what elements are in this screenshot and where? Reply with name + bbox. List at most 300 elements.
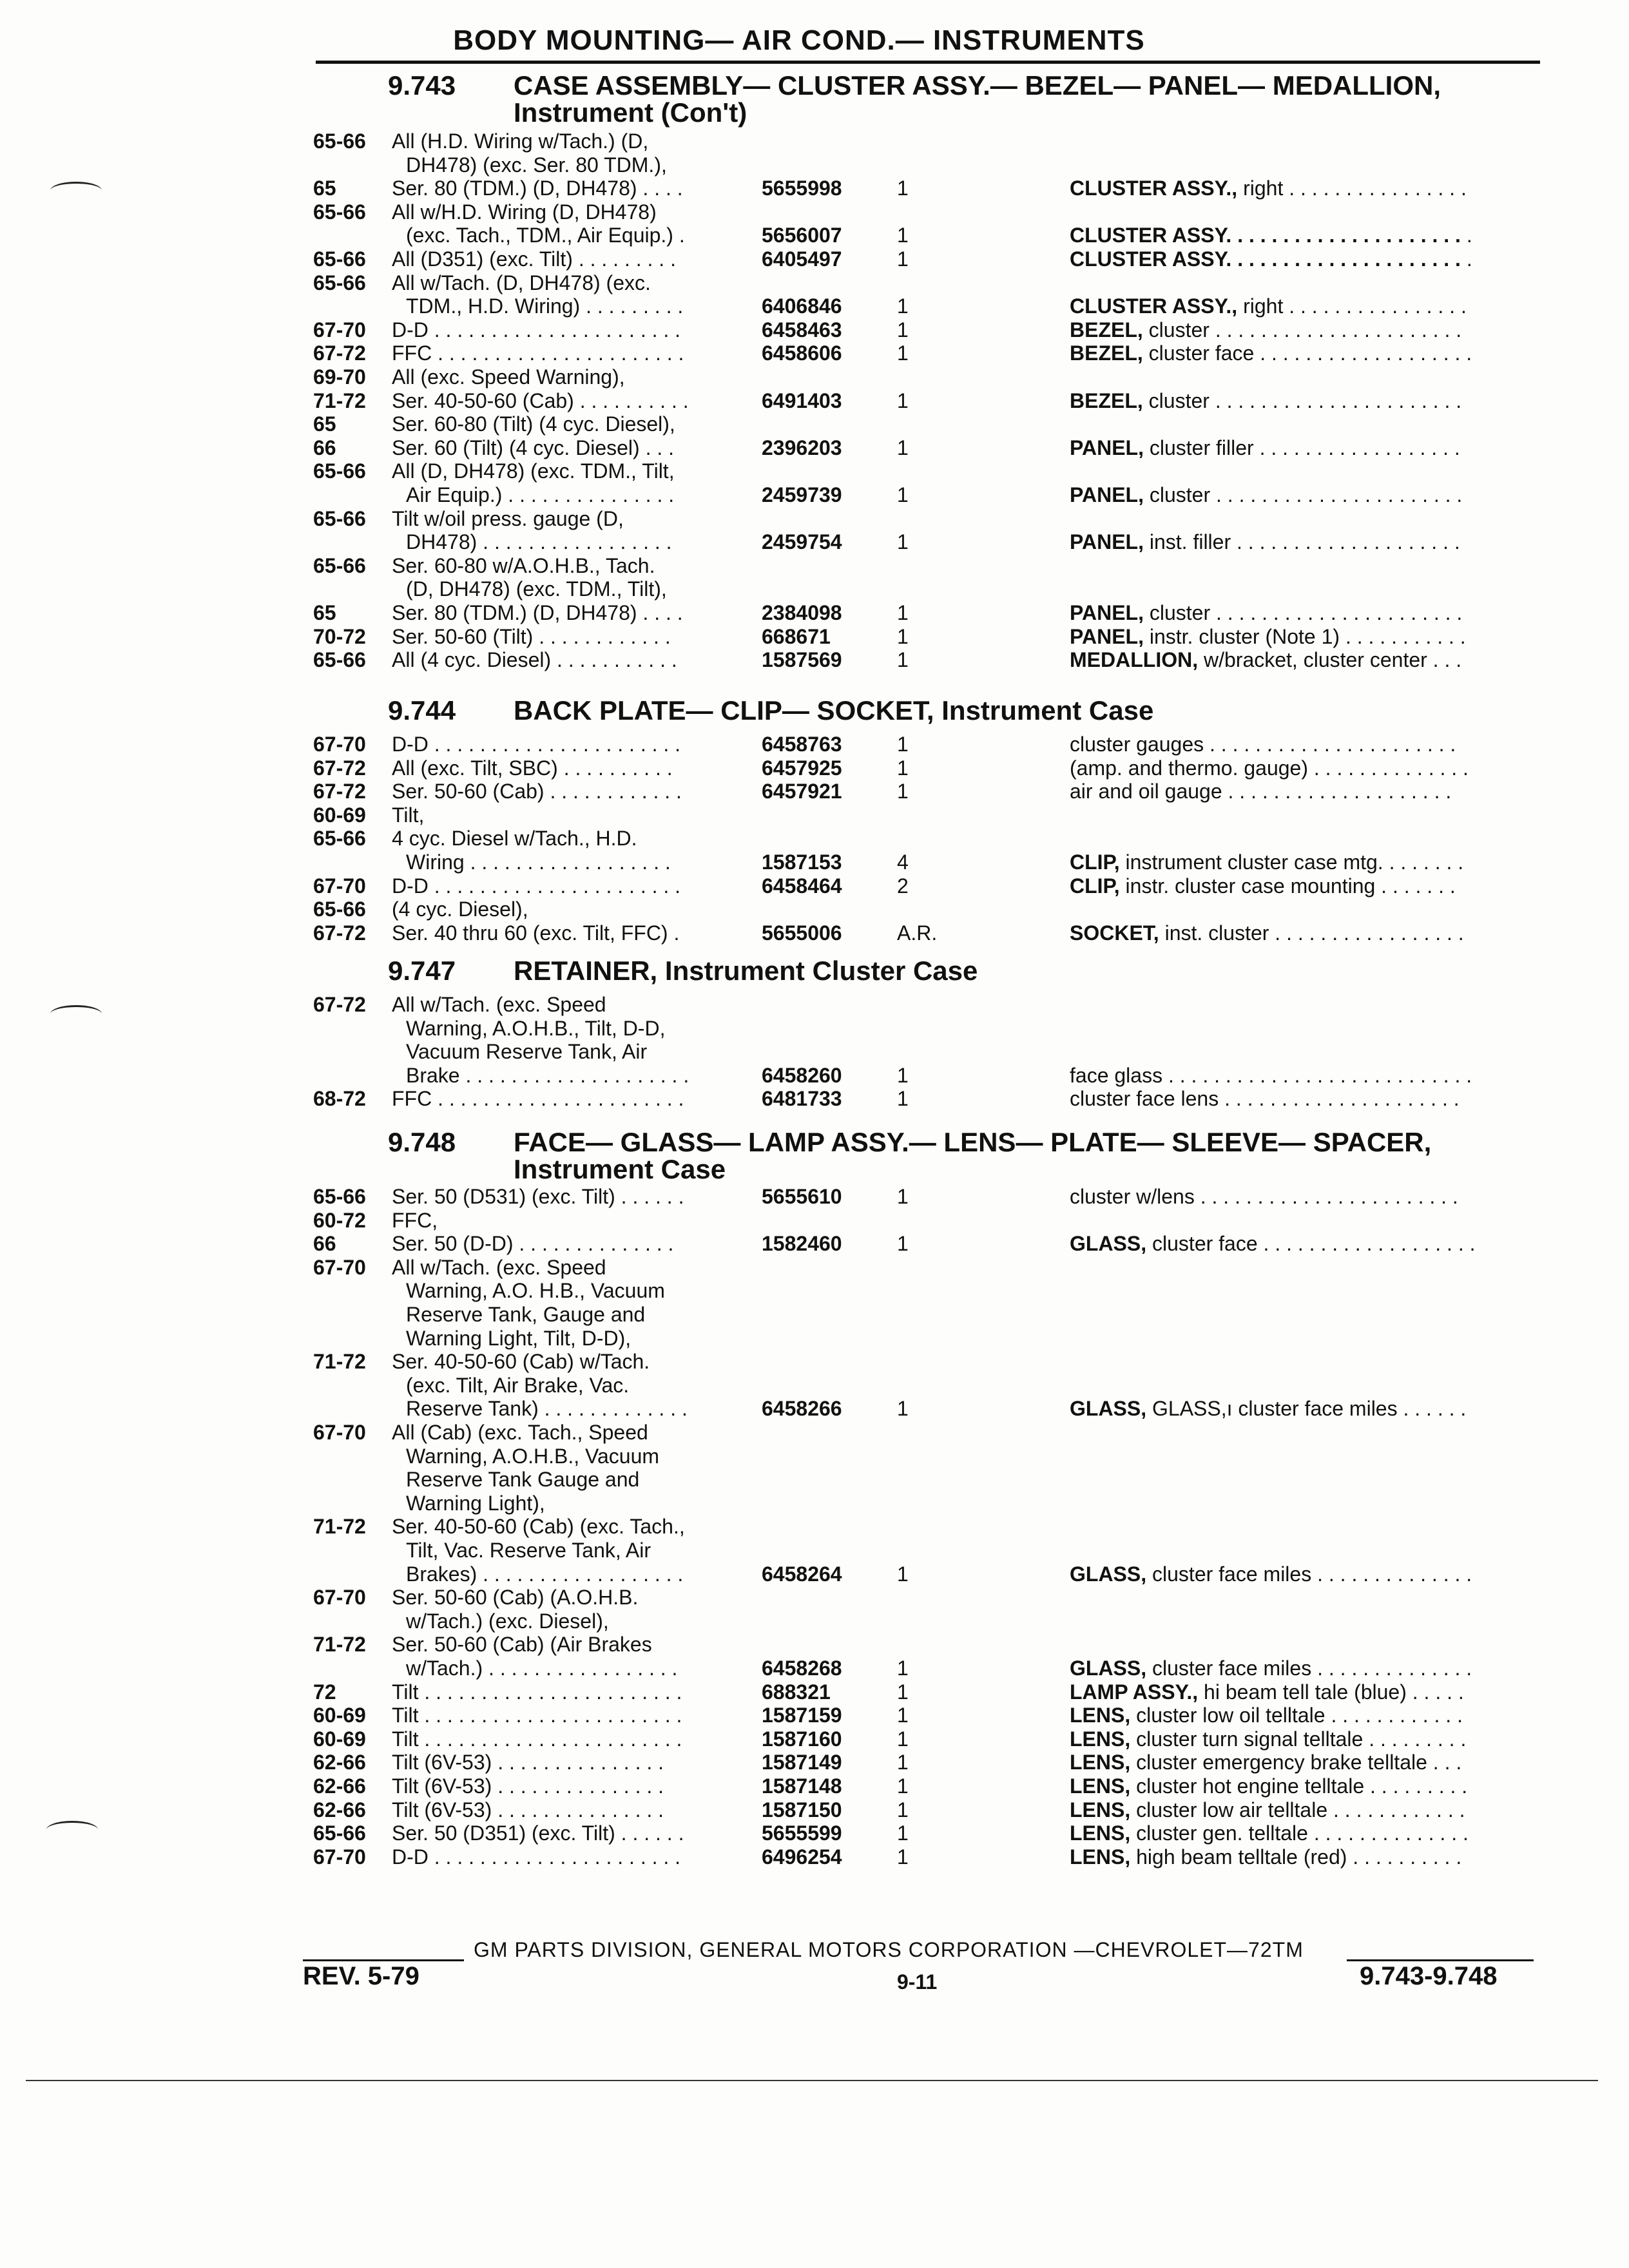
model-years: 65-66 <box>313 553 366 577</box>
application: FFC, <box>392 1208 438 1232</box>
parts-row <box>0 624 1629 649</box>
part-description: PANEL, cluster . . . . . . . . . . . . . . . . . . . . . . <box>1070 483 1463 506</box>
model-years: 71-72 <box>313 1633 366 1657</box>
application: Ser. 60-80 (Tilt) (4 cyc. Diesel), <box>392 412 675 436</box>
application: 4 cyc. Diesel w/Tach., H.D. <box>392 827 637 850</box>
part-number: 1587149 <box>762 1751 842 1774</box>
binder-hole-mark <box>50 1005 102 1023</box>
section-title: RETAINER, Instrument Cluster Case <box>514 956 978 986</box>
quantity: 1 <box>897 341 909 365</box>
section-number: 9.747 <box>388 956 456 986</box>
part-number: 2396203 <box>762 436 842 459</box>
application: All w/Tach. (exc. Speed <box>392 1255 606 1279</box>
model-years: 65-66 <box>313 459 366 483</box>
parts-row <box>0 271 1629 295</box>
application: Ser. 50 (D351) (exc. Tilt) . . . . . . <box>392 1821 684 1845</box>
quantity: 1 <box>897 436 909 459</box>
part-number: 6458264 <box>762 1562 842 1586</box>
application: Warning Light), <box>406 1491 545 1515</box>
quantity: 1 <box>897 1657 909 1680</box>
application: Ser. 60 (Tilt) (4 cyc. Diesel) . . . <box>392 436 675 459</box>
parts-row <box>0 1491 1629 1515</box>
page-header-title: BODY MOUNTING— AIR COND.— INSTRUMENTS <box>453 24 1145 56</box>
parts-row <box>0 1845 1629 1869</box>
parts-row <box>0 1774 1629 1798</box>
parts-row <box>0 1373 1629 1398</box>
application: Tilt, <box>392 803 425 827</box>
section-heading <box>388 697 1153 724</box>
part-description: BEZEL, cluster . . . . . . . . . . . . . . . . . . . . . . <box>1070 318 1462 341</box>
application: Tilt (6V-53) . . . . . . . . . . . . . . . <box>392 1751 664 1774</box>
section-subtitle: Instrument (Con't) <box>514 97 747 128</box>
application: Ser. 40-50-60 (Cab) (exc. Tach., <box>392 1515 685 1539</box>
section-title: FACE— GLASS— LAMP ASSY.— LENS— PLATE— SLEEVE— SPACER, <box>514 1127 1432 1157</box>
parts-row <box>0 1255 1629 1280</box>
parts-row <box>0 318 1629 342</box>
model-years: 66 <box>313 436 336 459</box>
parts-row <box>0 1396 1629 1421</box>
quantity: 1 <box>897 389 909 412</box>
application: All (Cab) (exc. Tach., Speed <box>392 1421 648 1444</box>
part-description: LENS, cluster hot engine telltale . . . . . . . . . <box>1070 1774 1468 1798</box>
application: Warning Light, Tilt, D-D), <box>406 1326 631 1350</box>
application: Tilt w/oil press. gauge (D, <box>392 506 624 530</box>
part-description: LENS, high beam telltale (red) . . . . . . . . . . <box>1070 1845 1462 1869</box>
part-number: 5655599 <box>762 1821 842 1845</box>
parts-row <box>0 1349 1629 1374</box>
application: D-D . . . . . . . . . . . . . . . . . . . . . . <box>392 733 681 756</box>
model-years: 65 <box>313 177 336 200</box>
quantity: 1 <box>897 1397 909 1421</box>
part-number: 6458268 <box>762 1657 842 1680</box>
application: Warning, A.O. H.B., Vacuum <box>406 1279 665 1303</box>
model-years: 67-70 <box>313 318 366 341</box>
section-number: 9.744 <box>388 695 456 726</box>
application: Ser. 50-60 (Cab) (Air Brakes <box>392 1633 652 1657</box>
application: w/Tach.) (exc. Diesel), <box>406 1609 609 1633</box>
quantity: 1 <box>897 1774 909 1798</box>
part-description: PANEL, cluster filler . . . . . . . . . . . . . . . . . . <box>1070 436 1460 459</box>
application: Ser. 40-50-60 (Cab) . . . . . . . . . . <box>392 389 689 412</box>
model-years: 67-70 <box>313 1421 366 1444</box>
application: All (D, DH478) (exc. TDM., Tilt, <box>392 459 675 483</box>
application: Ser. 60-80 w/A.O.H.B., Tach. <box>392 553 655 577</box>
part-number: 6458266 <box>762 1397 842 1421</box>
part-number: 2384098 <box>762 601 842 624</box>
application: All w/Tach. (D, DH478) (exc. <box>392 271 651 294</box>
application: (exc. Tilt, Air Brake, Vac. <box>406 1373 630 1397</box>
section-heading <box>388 72 1441 126</box>
parts-row <box>0 389 1629 413</box>
model-years: 65-66 <box>313 200 366 224</box>
footer-rule-right <box>1347 1959 1534 1961</box>
model-years: 62-66 <box>313 1774 366 1798</box>
application: w/Tach.) . . . . . . . . . . . . . . . . . <box>406 1657 678 1680</box>
revision-label: REV. 5-79 <box>303 1962 419 1990</box>
quantity: 1 <box>897 624 909 648</box>
parts-row <box>0 732 1629 756</box>
footer-rule-left <box>303 1959 464 1961</box>
parts-row <box>0 294 1629 318</box>
application: Ser. 80 (TDM.) (D, DH478) . . . . <box>392 177 683 200</box>
parts-row <box>0 1016 1629 1041</box>
application: Reserve Tank) . . . . . . . . . . . . . <box>406 1397 688 1421</box>
application: Air Equip.) . . . . . . . . . . . . . . . <box>406 483 675 506</box>
application: Ser. 50-60 (Tilt) . . . . . . . . . . . . <box>392 624 671 648</box>
part-number: 6457921 <box>762 780 842 803</box>
part-number: 6496254 <box>762 1845 842 1869</box>
part-number: 6491403 <box>762 389 842 412</box>
parts-row <box>0 1538 1629 1562</box>
parts-row <box>0 992 1629 1017</box>
quantity: 1 <box>897 530 909 554</box>
parts-row <box>0 648 1629 672</box>
part-description: SOCKET, inst. cluster . . . . . . . . . . . . . . . . . <box>1070 921 1464 945</box>
model-years: 65-66 <box>313 271 366 294</box>
model-years: 62-66 <box>313 1798 366 1821</box>
part-description: GLASS, cluster face miles . . . . . . . . . . . . . . <box>1070 1657 1472 1680</box>
parts-row <box>0 223 1629 247</box>
model-years: 67-72 <box>313 341 366 365</box>
parts-row <box>0 1609 1629 1633</box>
model-years: 65-66 <box>313 648 366 672</box>
part-number: 5655998 <box>762 177 842 200</box>
parts-row <box>0 874 1629 898</box>
part-number: 6457925 <box>762 756 842 780</box>
part-number: 1587160 <box>762 1727 842 1751</box>
parts-row <box>0 1278 1629 1303</box>
application: FFC . . . . . . . . . . . . . . . . . . . . . . <box>392 341 684 365</box>
model-years: 60-72 <box>313 1208 366 1232</box>
quantity: 1 <box>897 247 909 271</box>
part-description: GLASS, cluster face miles . . . . . . . . . . . . . . <box>1070 1562 1472 1586</box>
parts-row <box>0 803 1629 827</box>
part-description: air and oil gauge . . . . . . . . . . . . . . . . . . . . <box>1070 780 1452 803</box>
parts-row <box>0 826 1629 850</box>
application: Ser. 50 (D531) (exc. Tilt) . . . . . . <box>392 1185 684 1208</box>
part-number: 668671 <box>762 624 831 648</box>
application: Vacuum Reserve Tank, Air <box>406 1040 648 1064</box>
part-description: BEZEL, cluster . . . . . . . . . . . . . . . . . . . . . . <box>1070 389 1462 412</box>
quantity: 1 <box>897 294 909 318</box>
parts-row <box>0 850 1629 874</box>
parts-row <box>0 1420 1629 1445</box>
quantity: 4 <box>897 850 909 874</box>
application: Ser. 80 (TDM.) (D, DH478) . . . . <box>392 601 683 624</box>
quantity: 1 <box>897 756 909 780</box>
parts-row <box>0 200 1629 224</box>
application: (exc. Tach., TDM., Air Equip.) . <box>406 224 685 247</box>
section-number: 9.748 <box>388 1127 456 1157</box>
parts-row <box>0 247 1629 271</box>
parts-row <box>0 365 1629 389</box>
part-description: CLUSTER ASSY., right . . . . . . . . . . . . . . . . <box>1070 177 1467 200</box>
part-description: LENS, cluster turn signal telltale . . . . . . . . . <box>1070 1727 1467 1751</box>
application: All w/Tach. (exc. Speed <box>392 993 606 1016</box>
application: All (4 cyc. Diesel) . . . . . . . . . . . <box>392 648 677 672</box>
model-years: 60-69 <box>313 1727 366 1751</box>
model-years: 71-72 <box>313 389 366 412</box>
part-description: PANEL, cluster . . . . . . . . . . . . . . . . . . . . . . <box>1070 601 1463 624</box>
quantity: 1 <box>897 1185 909 1208</box>
part-description: CLIP, instr. cluster case mounting . . . . . . . <box>1070 874 1456 898</box>
quantity: 1 <box>897 780 909 803</box>
quantity: 1 <box>897 1798 909 1821</box>
part-description: LAMP ASSY., hi beam tell tale (blue) . . . . . <box>1070 1680 1464 1704</box>
parts-row <box>0 1562 1629 1586</box>
application: (4 cyc. Diesel), <box>392 898 528 921</box>
parts-row <box>0 153 1629 177</box>
part-number: 1587153 <box>762 850 842 874</box>
model-years: 65 <box>313 412 336 436</box>
model-years: 65-66 <box>313 827 366 850</box>
application: DH478) (exc. Ser. 80 TDM.), <box>406 153 667 177</box>
parts-row <box>0 436 1629 460</box>
parts-row <box>0 1821 1629 1845</box>
quantity: 1 <box>897 601 909 624</box>
model-years: 62-66 <box>313 1751 366 1774</box>
part-description: LENS, cluster low oil telltale . . . . . . . . . . . . <box>1070 1704 1463 1727</box>
section-heading <box>388 1129 1431 1183</box>
model-years: 65-66 <box>313 1821 366 1845</box>
parts-row <box>0 1444 1629 1468</box>
application: Wiring . . . . . . . . . . . . . . . . . . <box>406 850 671 874</box>
part-description: PANEL, instr. cluster (Note 1) . . . . . . . . . . . <box>1070 624 1466 648</box>
application: All (exc. Speed Warning), <box>392 365 625 389</box>
quantity: 1 <box>897 1704 909 1727</box>
model-years: 67-72 <box>313 756 366 780</box>
binder-hole-mark <box>46 1821 98 1838</box>
part-number: 5655006 <box>762 921 842 945</box>
application: DH478) . . . . . . . . . . . . . . . . . <box>406 530 672 554</box>
quantity: 1 <box>897 1821 909 1845</box>
parts-row <box>0 1727 1629 1751</box>
quantity: 2 <box>897 874 909 898</box>
part-description: GLASS, cluster face . . . . . . . . . . . . . . . . . . . <box>1070 1232 1476 1256</box>
quantity: 1 <box>897 1063 909 1087</box>
section-title: CASE ASSEMBLY— CLUSTER ASSY.— BEZEL— PANEL— MEDALLION, <box>514 70 1441 101</box>
application: D-D . . . . . . . . . . . . . . . . . . . . . . <box>392 1845 681 1869</box>
quantity: 1 <box>897 733 909 756</box>
application: FFC . . . . . . . . . . . . . . . . . . . . . . <box>392 1087 684 1111</box>
application: D-D . . . . . . . . . . . . . . . . . . . . . . <box>392 318 681 341</box>
model-years: 67-70 <box>313 1586 366 1610</box>
binder-hole-mark <box>50 182 102 199</box>
scan-bottom-line <box>26 2080 1598 2081</box>
model-years: 65-66 <box>313 1185 366 1208</box>
parts-row <box>0 176 1629 200</box>
part-number: 6458763 <box>762 733 842 756</box>
quantity: 1 <box>897 1680 909 1704</box>
part-description: GLASS, GLASS,ı cluster face miles . . . . . . <box>1070 1397 1467 1421</box>
model-years: 65 <box>313 601 336 624</box>
parts-row <box>0 1750 1629 1774</box>
quantity: 1 <box>897 1727 909 1751</box>
part-description: CLUSTER ASSY., right . . . . . . . . . . . . . . . . <box>1070 294 1467 318</box>
model-years: 72 <box>313 1680 336 1704</box>
application: All (exc. Tilt, SBC) . . . . . . . . . . <box>392 756 673 780</box>
application: Ser. 40 thru 60 (exc. Tilt, FFC) . <box>392 921 680 945</box>
parts-row <box>0 1798 1629 1822</box>
application: Ser. 40-50-60 (Cab) w/Tach. <box>392 1350 650 1374</box>
parts-row <box>0 1656 1629 1680</box>
part-description: cluster w/lens . . . . . . . . . . . . . . . . . . . . . . . <box>1070 1185 1458 1208</box>
parts-row <box>0 1326 1629 1350</box>
parts-row <box>0 1632 1629 1657</box>
application: Reserve Tank Gauge and <box>406 1468 640 1492</box>
part-number: 6406846 <box>762 294 842 318</box>
application: Brake . . . . . . . . . . . . . . . . . . . . <box>406 1063 689 1087</box>
model-years: 69-70 <box>313 365 366 389</box>
group-range: 9.743-9.748 <box>1360 1962 1498 1990</box>
parts-row <box>0 1514 1629 1539</box>
application: All w/H.D. Wiring (D, DH478) <box>392 200 657 224</box>
application: Tilt . . . . . . . . . . . . . . . . . . . . . . . <box>392 1727 682 1751</box>
parts-row <box>0 1208 1629 1233</box>
part-number: 5656007 <box>762 224 842 247</box>
quantity: 1 <box>897 1232 909 1256</box>
application: Brakes) . . . . . . . . . . . . . . . . . . <box>406 1562 684 1586</box>
part-number: 6458463 <box>762 318 842 341</box>
model-years: 67-70 <box>313 874 366 898</box>
parts-row <box>0 1585 1629 1610</box>
header-rule <box>316 61 1540 64</box>
part-description: CLUSTER ASSY. . . . . . . . . . . . . . . . . . . . . . <box>1070 224 1472 247</box>
parts-row <box>0 506 1629 531</box>
model-years: 66 <box>313 1232 336 1256</box>
application: Tilt . . . . . . . . . . . . . . . . . . . . . . . <box>392 1704 682 1727</box>
application: Tilt, Vac. Reserve Tank, Air <box>406 1539 651 1562</box>
part-number: 5655610 <box>762 1185 842 1208</box>
parts-row <box>0 483 1629 507</box>
parts-row <box>0 1086 1629 1111</box>
part-description: PANEL, inst. filler . . . . . . . . . . . . . . . . . . . . <box>1070 530 1460 554</box>
parts-row <box>0 756 1629 780</box>
parts-row <box>0 1467 1629 1492</box>
section-number: 9.743 <box>388 70 456 101</box>
application: All (D351) (exc. Tilt) . . . . . . . . . <box>392 247 676 271</box>
part-description: cluster face lens . . . . . . . . . . . . . . . . . . . . . <box>1070 1087 1460 1111</box>
part-description: MEDALLION, w/bracket, cluster center . . . <box>1070 648 1462 672</box>
parts-row <box>0 530 1629 554</box>
part-description: BEZEL, cluster face . . . . . . . . . . . . . . . . . . . <box>1070 341 1472 365</box>
application: Tilt . . . . . . . . . . . . . . . . . . . . . . . <box>392 1680 682 1704</box>
section-heading <box>388 957 978 985</box>
part-description: cluster gauges . . . . . . . . . . . . . . . . . . . . . . <box>1070 733 1456 756</box>
parts-row <box>0 412 1629 436</box>
model-years: 67-70 <box>313 1845 366 1869</box>
part-number: 6405497 <box>762 247 842 271</box>
model-years: 71-72 <box>313 1350 366 1374</box>
parts-row <box>0 577 1629 601</box>
part-number: 6458260 <box>762 1063 842 1087</box>
quantity: 1 <box>897 224 909 247</box>
part-description: LENS, cluster low air telltale . . . . . . . . . . . . <box>1070 1798 1465 1821</box>
parts-row <box>0 459 1629 483</box>
model-years: 67-70 <box>313 733 366 756</box>
section-subtitle: Instrument Case <box>514 1154 726 1184</box>
parts-row <box>0 129 1629 153</box>
application: Tilt (6V-53) . . . . . . . . . . . . . . . <box>392 1798 664 1821</box>
part-number: 2459754 <box>762 530 842 554</box>
part-number: 688321 <box>762 1680 831 1704</box>
parts-row <box>0 1302 1629 1327</box>
part-number: 1582460 <box>762 1232 842 1256</box>
part-description: LENS, cluster emergency brake telltale . . . <box>1070 1751 1462 1774</box>
application: Ser. 50-60 (Cab) (A.O.H.B. <box>392 1586 639 1610</box>
model-years: 60-69 <box>313 803 366 827</box>
quantity: 1 <box>897 1845 909 1869</box>
model-years: 60-69 <box>313 1704 366 1727</box>
parts-row <box>0 1184 1629 1209</box>
part-number: 1587148 <box>762 1774 842 1798</box>
part-description: CLIP, instrument cluster case mtg. . . . . . . . <box>1070 850 1464 874</box>
model-years: 70-72 <box>313 624 366 648</box>
application: TDM., H.D. Wiring) . . . . . . . . . <box>406 294 684 318</box>
quantity: 1 <box>897 318 909 341</box>
application: Warning, A.O.H.B., Vacuum <box>406 1444 660 1468</box>
quantity: 1 <box>897 1751 909 1774</box>
parts-row <box>0 1231 1629 1256</box>
page-number: 9-11 <box>897 1970 938 1994</box>
model-years: 67-72 <box>313 780 366 803</box>
parts-row <box>0 1703 1629 1727</box>
part-number: 1587150 <box>762 1798 842 1821</box>
part-description: CLUSTER ASSY. . . . . . . . . . . . . . . . . . . . . . <box>1070 247 1472 271</box>
part-description: face glass . . . . . . . . . . . . . . . . . . . . . . . . . . . <box>1070 1063 1472 1087</box>
model-years: 71-72 <box>313 1515 366 1539</box>
part-description: LENS, cluster gen. telltale . . . . . . . . . . . . . . <box>1070 1821 1469 1845</box>
quantity: A.R. <box>897 921 938 945</box>
part-number: 6458464 <box>762 874 842 898</box>
application: Tilt (6V-53) . . . . . . . . . . . . . . . <box>392 1774 664 1798</box>
application: D-D . . . . . . . . . . . . . . . . . . . . . . <box>392 874 681 898</box>
model-years: 65-66 <box>313 898 366 921</box>
quantity: 1 <box>897 1087 909 1111</box>
application: Warning, A.O.H.B., Tilt, D-D, <box>406 1016 666 1040</box>
parts-row <box>0 779 1629 803</box>
application: All (H.D. Wiring w/Tach.) (D, <box>392 130 649 153</box>
model-years: 65-66 <box>313 247 366 271</box>
application: (D, DH478) (exc. TDM., Tilt), <box>406 577 667 601</box>
part-description: (amp. and thermo. gauge) . . . . . . . . . . . . . . <box>1070 756 1469 780</box>
model-years: 65-66 <box>313 130 366 153</box>
model-years: 68-72 <box>313 1087 366 1111</box>
quantity: 1 <box>897 177 909 200</box>
application: Ser. 50-60 (Cab) . . . . . . . . . . . . <box>392 780 682 803</box>
parts-row <box>0 601 1629 625</box>
section-title: BACK PLATE— CLIP— SOCKET, Instrument Case <box>514 695 1154 726</box>
quantity: 1 <box>897 483 909 506</box>
model-years: 65-66 <box>313 506 366 530</box>
parts-row <box>0 341 1629 365</box>
parts-row <box>0 921 1629 945</box>
footer-publisher: GM PARTS DIVISION, GENERAL MOTORS CORPORATION —CHEVROLET—72TM <box>474 1938 1304 1961</box>
model-years: 67-72 <box>313 921 366 945</box>
quantity: 1 <box>897 1562 909 1586</box>
application: Reserve Tank, Gauge and <box>406 1303 646 1326</box>
part-number: 6481733 <box>762 1087 842 1111</box>
parts-row <box>0 897 1629 921</box>
quantity: 1 <box>897 648 909 672</box>
part-number: 2459739 <box>762 483 842 506</box>
model-years: 67-72 <box>313 993 366 1016</box>
parts-row <box>0 553 1629 578</box>
part-number: 1587159 <box>762 1704 842 1727</box>
application: Ser. 50 (D-D) . . . . . . . . . . . . . . <box>392 1232 674 1256</box>
part-number: 1587569 <box>762 648 842 672</box>
part-number: 6458606 <box>762 341 842 365</box>
